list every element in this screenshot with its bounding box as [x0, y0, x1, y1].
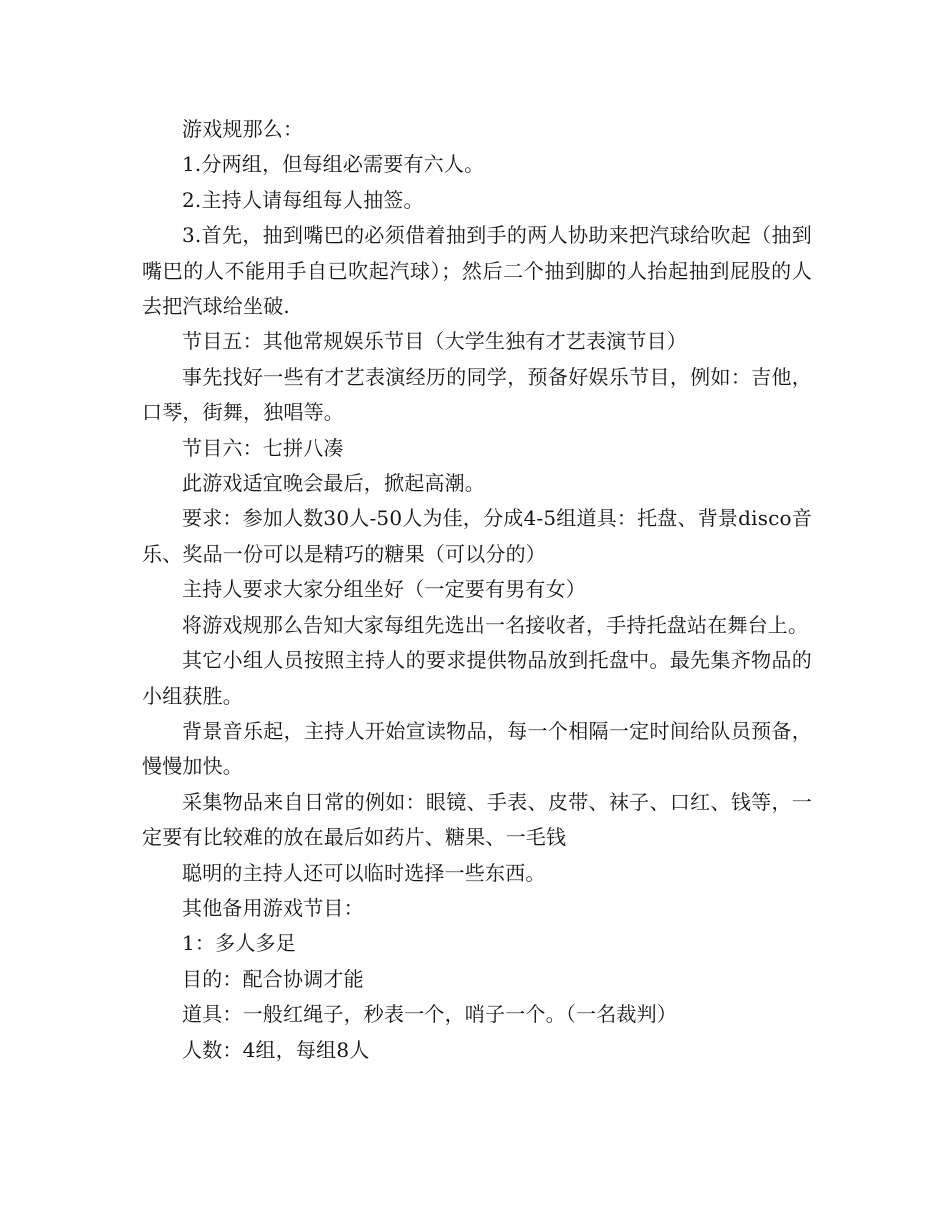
paragraph-rule-2: 2.主持人请每组每人抽签。	[182, 187, 424, 212]
paragraph-collect-rules: 其它小组人员按照主持人的要求提供物品放到托盘中。最先集齐物品的小组获胜。	[142, 648, 812, 708]
paragraph-program-6-intro: 此游戏适宜晚会最后，掀起高潮。	[182, 471, 485, 496]
paragraph-backup-1-title: 1：多人多足	[182, 931, 296, 956]
paragraph-requirements: 要求：参加人数30人-50人为佳，分成4-5组道具：托盘、背景disco音乐、奖品一份可以是精巧的糖果（可以分的）	[142, 506, 812, 566]
paragraph-game-rules-heading: 游戏规那么：	[182, 117, 304, 141]
paragraph-backup-1-purpose: 目的：配合协调才能	[182, 966, 364, 991]
paragraph-items: 采集物品来自日常的例如：眼镜、手表、皮带、袜子、口红、钱等，一定要有比较难的放在最后如药片、糖果、一毛钱	[142, 789, 812, 850]
paragraph-backup-heading: 其他备用游戏节目：	[182, 895, 364, 920]
paragraph-program-6-title: 节目六：七拼八凑	[182, 435, 344, 460]
paragraph-backup-1-props: 道具：一般红绳子，秒表一个，哨子一个。（一名裁判）	[182, 1002, 677, 1027]
paragraph-music: 背景音乐起，主持人开始宣读物品，每一个相隔一定时间给队员预备，慢慢加快。	[142, 718, 812, 779]
paragraph-rule-3: 3.首先，抽到嘴巴的必须借着抽到手的两人协助来把汽球给吹起（抽到嘴巴的人不能用手自已吹起汽球）；然后二个抽到脚的人抬起抽到屁股的人去把汽球给坐破.	[142, 223, 812, 319]
paragraph-receiver: 将游戏规那么告知大家每组先选出一名接收者，手持托盘站在舞台上。	[182, 612, 809, 637]
paragraph-grouping: 主持人要求大家分组坐好（一定要有男有女）	[182, 577, 586, 602]
paragraph-program-5-desc: 事先找好一些有才艺表演经历的同学，预备好娱乐节目，例如：吉他，口琴，街舞，独唱等。	[142, 364, 812, 425]
paragraph-backup-1-people: 人数：4组，每组8人	[182, 1037, 370, 1062]
document-body	[142, 112, 812, 1068]
paragraph-program-5-title: 节目五：其他常规娱乐节目（大学生独有才艺表演节目）	[182, 329, 687, 354]
paragraph-rule-1: 1.分两组，但每组必需要有六人。	[182, 152, 485, 177]
paragraph-host-tip: 聪明的主持人还可以临时选择一些东西。	[182, 860, 546, 885]
